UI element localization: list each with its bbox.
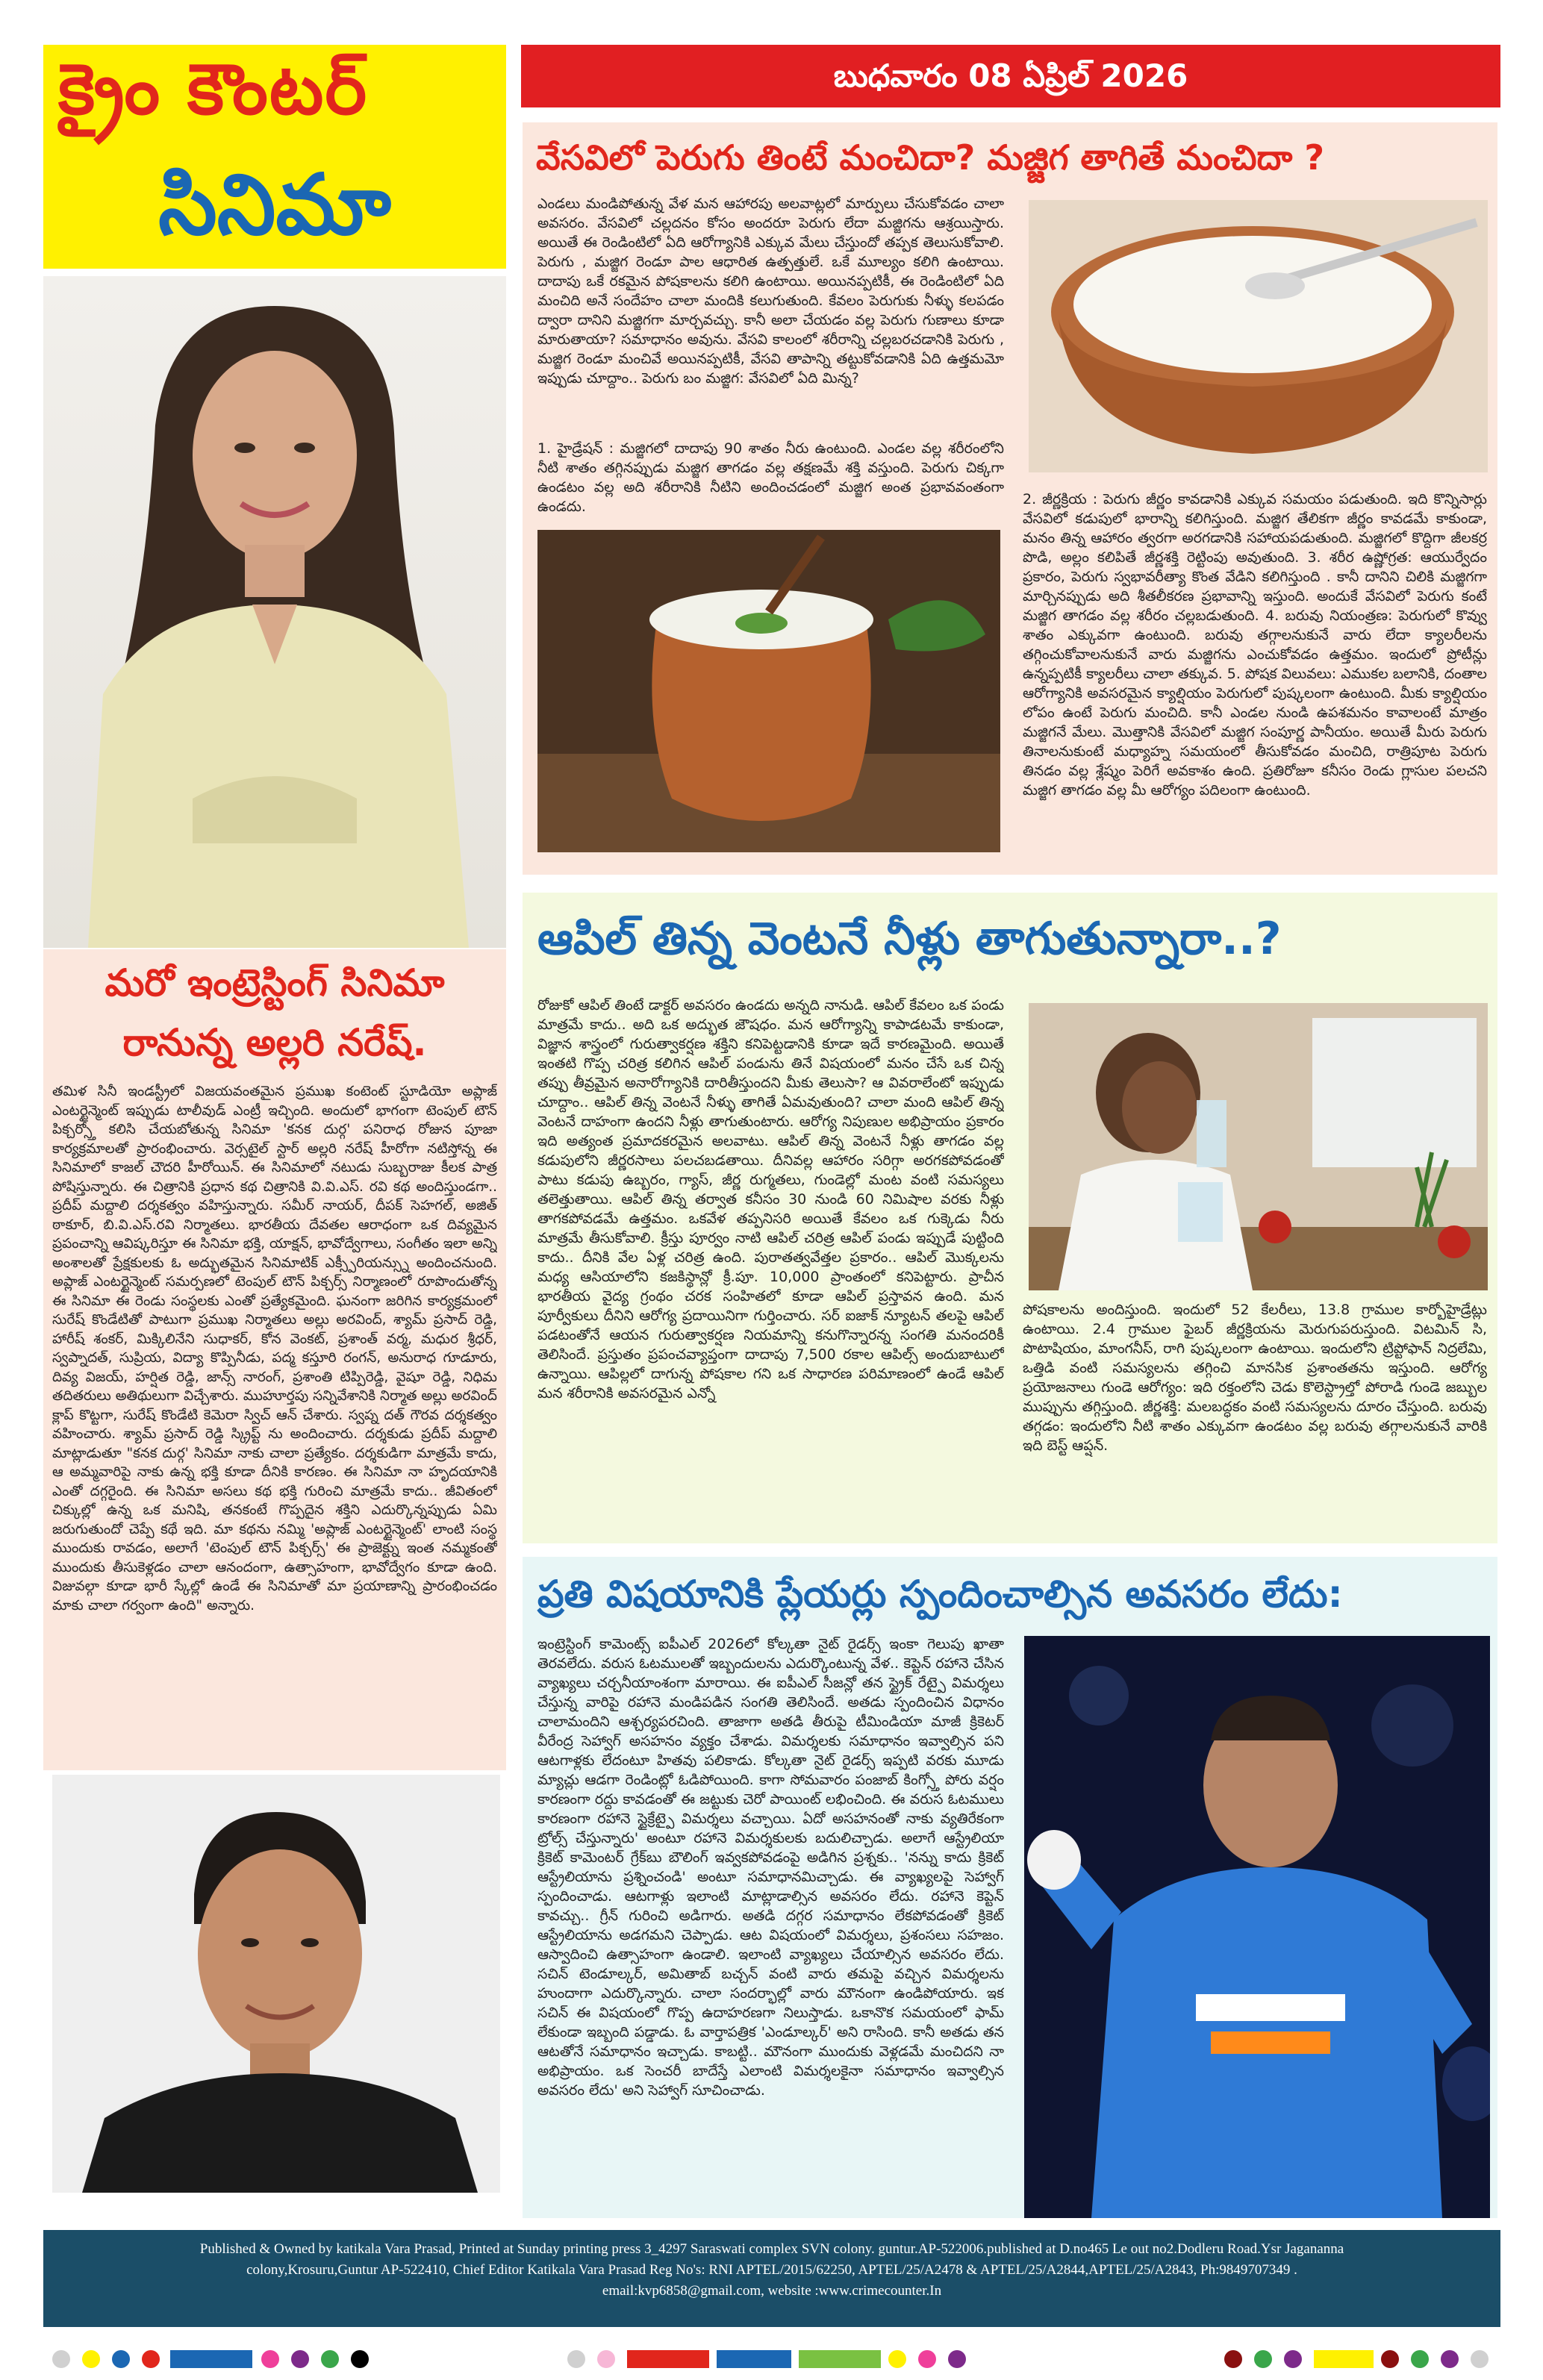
article-sehwag-body: ఇంట్రెస్టింగ్ కామెంట్స్ ఐపీఎల్ 2026లో కోల్కతా నైట్ రైడర్స్ ఇంకా గెలుపు ఖాతా తెరవలేదు. వరుస ఓటములతో ఇబ్బందులను ఎదుర్కొంటున్న వేళ.. కెప్టెన్ రహానె చేసిన వ్యాఖ్యలు చర్చనీయాంశంగా మారాయి. ఈ ఐపీఎల్ సీజన్లో తన స్ట్రైక్ రేట్పై విమర్శలు చేస్తున్న వారిపై రహానె మండిపడిన సంగతి తెలిసిందే. అతడు స్పందించిన విధానం చాలామందిని ఆశ్చర్యపరచింది. తాజాగా అతడి తీరుపై టీమిండియా మాజీ క్రికెటర్ వీరేంద్ర సెహ్వాగ్ అసహనం వ్యక్తం చేశాడు. విమర్శలకు సమాధానం ఇవ్వాల్సిన పని ఆటగాళ్లకు లేదంటూ హితవు పలికాడు. కోల్కతా నైట్ రైడర్స్ ఇప్పటి వరకు మూడు మ్యాచ్లు ఆడగా రెండింట్లో ఓడిపోయింది. కాగా సోమవారం పంజాబ్ కింగ్స్తో పోరు వర్షం కారణంగా రద్దు కావడంతో ఈ జట్టుకు చెరో పాయింట్ లభించింది. ఈ వరుస ఓటములు కారణంగా రహానె స్టైక్రేట్పై విమర్శలు వచ్చాయి. ఏదో అసహనంతో నాకు వ్యతిరేకంగా ట్రోల్స్ చేస్తున్నారు' అంటూ రహానె విమర్శకులకు బదులిచ్చాడు. అలాగే ఆస్ట్రేలియా క్రికెట్ కామెంటర్ గ్రేక్‌బు బౌలింగ్ ఇవ్వకపోవడంపై అడిగిన ప్రశ్నకు.. 'నన్ను కాదు క్రికెట్ ఆస్ట్రేలియాను ప్రశ్నించండి' అంటూ సమాధానమిచ్చాడు. ఈ వ్యాఖ్యలపై సెహ్వాగ్ స్పందించాడు. ఆటగాళ్లు ఇలాంటి మాట్లాడాల్సిన అవసరం లేదు. రహానె కెప్టెన్ కావచ్చు.. గ్రీన్ గురించి అడిగారు. అతడి దగ్గర సమాధానం లేకపోవడంతో క్రికెట్ ఆస్ట్రేలియాను అడగమని చెప్పాడు. ఆట విషయంలో విమర్శలు, ప్రశంసలు సహజం. ఆస్వాదించి ఉత్సాహంగా ఉండాలి. ఇలాంటి వ్యాఖ్యలు చేయాల్సిన అవసరం లేదు. సచిన్ టెండూల్కర్, అమితాబ్ బచ్చన్ వంటి వారు తమపై వచ్చిన విమర్శలను హుందాగా ఎదుర్కొన్నారు. చాలా సందర్భాల్లో వారు మౌనంగా ఉండిపోయారు. ఇక సచిన్ ఈ విషయంలో గొప్ప ఉదాహరణగా నిలుస్తాడు. ఒకానొక సమయంలో ఫామ్ లేకుండా ఇబ్బంది పడ్డాడు. ఓ వార్తాపత్రిక 'ఎండూల్కర్' అని రాసింది. కానీ అతడు తన ఆటతోనే సమాధానం ఇచ్చాడు. కాబట్టి.. మౌనంగా ముందుకు వెళ్లడమే మంచిదని నా అభిప్రాయం. ఒక సెంచరీ బాదేస్తే ఎలాంటి విమర్శలకైనా సమాధానం ఇవ్వాల్సిన అవసరం లేదు' అని సెహ్వాగ్ సూచించాడు. — [537, 1636, 1004, 2099]
article-apple-body: రోజుకో ఆపిల్ తింటే డాక్టర్ అవసరం ఉండదు అన్నది నానుడి. ఆపిల్ కేవలం ఒక పండు మాత్రమే కాదు.. అది ఒక అద్భుత జౌషధం. మన ఆరోగ్యాన్ని కాపాడటమే కాకుండా, విజ్ఞాన శాస్త్రంలో గురుత్వాకర్షణ శక్తిని కనిపెట్టడానికి కూడా ఇదే కారణమైంది. అయితే ఇంతటి గొప్ప చరిత్ర కలిగిన ఆపిల్ పండును తినే విషయంలో మనం చేసే ఒక చిన్న తప్పు తీవ్రమైన అనారోగ్యానికి దారితీస్తుందని మీకు తెలుసా? ఆ వివరాలేంటో ఇప్పుడు చూద్దాం.. ఆపిల్ తిన్న వెంటనే నీళ్ళు తాగితే ఏమవుతుంది? చాలా మంది ఆపిల్ తిన్న వెంటనే దాహంగా ఉందని నీళ్లు తాగుతుంటారు. ఆరోగ్య నిపుణుల అభిప్రాయం ప్రకారం ఇది అత్యంత ప్రమాదకరమైన అలవాటు. ఆపిల్ తిన్న వెంటనే నీళ్లు తాగడం వల్ల కడుపులోని జీర్ణరసాలు పలచబడతాయి. దీనివల్ల ఆహారం సరిగ్గా అరగకపోవడంతో పాటు కడుపు ఉబ్బరం, గ్యాస్, జీర్ణ రుగ్మతలు, గుండెల్లో మంట వంటి సమస్యలు తలెత్తుతాయి. ఆపిల్ తిన్న తర్వాత కనీసం 30 నుండి 60 నిమిషాల వరకు నీళ్లు తాగకపోవడమే ఉత్తమం. ఒకవేళ తప్పనిసరి అయితే కేవలం ఒక గుక్కెడు నీరు మాత్రమే తీసుకోవాలి. క్రీస్తు పూర్వం నాటి ఆపిల్ చరిత్ర ఆపిల్ పండు ఇప్పుడే పుట్టింది కాదు.. దీనికి వేల ఏళ్ల చరిత్ర ఉంది. పురాతత్వవేత్తల ప్రకారం.. ఆపిల్ మొక్కలను మధ్య ఆసియాలోని కజకిస్థాన్లో క్రీ.పూ. 10,000 ప్రాంతంలో కనిపెట్టారు. ప్రాచీన భారతీయ వైద్య గ్రంథం చరక సంహితలో కూడా ఆపిల్ ప్రస్తావన ఉంది. మన పూర్వీకులు దీనిని ఆరోగ్య ప్రదాయినిగా గుర్తించారు. సర్ ఐజాక్ న్యూటన్ తలపై ఆపిల్ పడటంతోనే ఆయన గురుత్వాకర్షణ నియమాన్ని కనుగొన్నారన్న సంగతి మనందరికీ తెలిసిందే. ప్రస్తుతం ప్రపంచవ్యాప్తంగా దాదాపు 7,500 రకాల ఆపిల్స్ అందుబాటులో ఉన్నాయి. ఆపిల్లలో దాగున్న పోషకాల గని ఒక సాధారణ పరిమాణంలో ఉండే ఆపిల్ మన శరీరానికి అవసరమైన ఎన్నో — [537, 997, 1004, 1402]
footer-line-1: Published & Owned by katikala Vara Prasad, Printed at Sunday printing press 3_4297 Saraswati complex SVN colony. guntur.AP-522006.published at D.no465 Le out no2.Dodleru Road.Ysr Jagananna — [199, 2241, 1344, 2257]
woman-drinking-water-photo — [1029, 1003, 1488, 1290]
article-curd-hydration: 1. హైడ్రేషన్ : మజ్జిగలో దాదాపు 90 శాతం నీరు ఉంటుంది. ఎండల వల్ల శరీరంలోని నీటి శాతం తగ్గినప్పుడు మజ్జిగ తాగడం వల్ల తక్షణమే శక్తి వస్తుంది. పెరుగు చిక్కగా ఉండటం వల్ల అది శరీరానికి నీటిని అందించడంలో మజ్జిగ అంత ప్రభావవంతంగా ఉండదు. — [537, 440, 1004, 515]
headline-allari-line2: రానున్న అల్లరి నరేష్. — [122, 1021, 427, 1064]
masthead-title: క్రైం కౌంటర్ — [58, 49, 369, 131]
date-bar: బుధవారం 08 ఏప్రిల్ 2026 — [521, 45, 1500, 107]
headline-apple-water: ఆపిల్ తిన్న వెంటనే నీళ్లు తాగుతున్నారా..? — [537, 913, 1282, 965]
article-curd-intro: ఎండలు మండిపోతున్న వేళ మన ఆహారపు అలవాట్లలో మార్పులు చేసుకోవడం చాలా అవసరం. వేసవిలో చల్లదనం కోసం అందరూ పెరుగు లేదా మజ్జిగను ఆశ్రయిస్తారు. అయితే ఈ రెండింటిలో ఏది ఆరోగ్యానికి ఎక్కువ మేలు చేస్తుందో తప్పక తెలుసుకోవాలి. పెరుగు , మజ్జిగ రెండూ పాల ఆధారిత ఉత్పత్తులే. ఒకే మూల్యం కలిగి ఉంటాయి. దాదాపు ఒకే రకమైన పోషకాలను కలిగి ఉంటాయి. అయినప్పటికీ, ఈ రెండింటిలో ఏది మంచిది అనే సందేహం చాలా మందికి కలుగుతుంది. కేవలం పెరుగుకు నీళ్ళు కలపడం ద్వారా దానిని మజ్జిగగా మార్చవచ్చు. కానీ అలా చేయడం వల్ల పెరుగు గుణాలు కూడా మారుతాయా? సమాధానం అవును. వేసవి కాలంలో శరీరాన్ని చల్లబరచడానికి పెరుగు , మజ్జిగ రెండూ మంచివే అయినప్పటికీ, వేసవి తాపాన్ని తట్టుకోవడానికి ఏది ఉత్తమమో ఇప్పుడు చూద్దాం.. పెరుగు బం మజ్జిగ: వేసవిలో ఏది మిన్న? — [537, 196, 1004, 387]
curd-bowl-photo — [1029, 200, 1488, 472]
actor-photo — [52, 1775, 500, 2193]
masthead-subtitle: సినిమా — [158, 157, 391, 254]
buttermilk-pot-photo — [537, 530, 1000, 852]
footer-line-2: colony,Krosuru,Guntur AP-522410, Chief Editor Katikala Vara Prasad Reg No's: RNI APTEL/2015/62250, APTEL/25/A2478 & APTEL/25/A2844,APTEL/25/A2843, Ph:9849707349 . — [246, 2262, 1297, 2278]
masthead — [43, 45, 506, 269]
footer-line-3: email:kvp6858@gmail.com, website :www.crimecounter.In — [602, 2283, 942, 2299]
sehwag-cricket-photo — [1024, 1636, 1490, 2218]
article-allari-body: తమిళ సినీ ఇండస్ట్రీలో విజయవంతమైన ప్రముఖ కంటెంట్ స్టూడియో అప్లాజ్ ఎంటర్టైన్మెంట్ ఇప్పుడు టాలీవుడ్ ఎంట్రీ ఇచ్చింది. అందులో భాగంగా టెంపుల్ టౌన్ పిక్చర్స్తో కలిసి చేయబోతున్న సినిమా 'కనక దుర్గ' పనిరాధ రోజున పూజా కార్యక్రమాలతో ప్రారంభించారు. వెర్సటైల్ స్టార్ అల్లరి నరేష్ హీరోగా నటిస్తోన్న ఈ సినిమాలో కాజల్ చౌదరి హీరోయిన్. ఈ సినిమాలో నటుడు సుబ్బరాజు కీలక పాత్ర పోషిస్తున్నారు. ఈ చిత్రానికి ప్రధాన కథ చిత్రానికి వి.వి.ఎస్. రవి కథ అందిస్తుండగా.. ప్రదీప్ మద్దాలి దర్శకత్వం వహిస్తున్నారు. సమీర్ నాయర్, దీపక్ సెహగల్, అజిత్ ఠాకూర్, బి.వి.ఎస్.రవి నిర్మాతలు. భారతీయ దేవతల ఆరాధంగా ఒక దివ్యమైన ప్రపంచాన్ని ఆవిష్కరిస్తూ ఈ సినిమా భక్తి, యాక్షన్, భావోద్వేగాలు, సంగీతం ఇలా అన్ని అంశాలతో ప్రేక్షకులకు ఓ అద్భుతమైన సినిమాటిక్ ఎక్స్పీరియన్స్ను అందించనుంది. అప్లాజ్ ఎంటర్టైన్మెంట్ సమర్పణలో టెంపుల్ టౌన్ పిక్చర్స్ నిర్మాణంలో రూపొందుతోన్న ఈ సినిమా ఈ రెండు సంస్థలకు ఎంతో ప్రత్యేకమైంది. ఘనంగా జరిగిన కార్యక్రమంలో సురేష్ కొండేటితో పాటుగా ప్రముఖ నిర్మాతలు అల్లు అరవింద్, శ్యామ్ ప్రసాద్ రెడ్డి, హారీష్ శంకర్, మిక్కిలినేని సుధాకర్, కోన వెంకట్, ప్రశాంత్ వర్మ, మధుర శ్రీధర్, స్వప్నాదత్, సుప్రియ, విద్యా కొప్పినీడు, పద్మ కస్తూరి రంగన్, అనురాధ గూడూరు, దివ్య విజయ్, హర్షిత రెడ్డి, జాన్స్ నారంగ్, ప్రశాంతి టిప్పిరెడ్డి, వైషూ రెడ్డి, నిధిమ తదితరులు అతిథులుగా విచ్చేశారు. ముహూర్తపు సన్నివేశానికి నిర్మాత అల్లు అరవింద్ క్లాప్ కొట్టగా, సురేష్ కొండేటి కెమెరా స్విచ్ ఆన్ చేశారు. స్వప్న దత్ గౌరవ దర్శకత్వం వహించారు. శ్యామ్ ప్రసాద్ రెడ్డి స్క్రిప్ట్ ను అందించారు. దర్శకుడు ప్రదీప్ మద్దాలి మాట్లాడుతూ "కనక దుర్గ' సినిమా నాకు చాలా ప్రత్యేకం. దర్శకుడిగా మాత్రమే కాదు, ఆ అమ్మవారిపై నాకు ఉన్న భక్తి కూడా దీనికి కారణం. ఈ సినిమా నా హృదయానికి ఎంతో దగ్గరైంది. ఈ సినిమా అసలు కథ భక్తి గురించి మాత్రమే కాదు.. జీవితంలో చిక్కుల్లో ఉన్న ఒక మనిషి, తనకంటే గొప్పదైన శక్తిని ఎదుర్కొన్నప్పుడు ఏమి జరుగుతుందో చెప్పే కథే ఇది. మా కథను నమ్మి 'అప్లాజ్ ఎంటర్టైన్మెంట్' లాంటి సంస్థ ముందుకు రావడం, అలాగే 'టెంపుల్ టౌన్ పిక్చర్స్' ఈ ప్రాజెక్ట్ను ఇంత నమ్మకంతో ముందుకు తీసుకెళ్లడం చాలా ఆనందంగా, ఉత్సాహంగా, భావోద్వేగం కూడా ఉంది. విజువల్గా కూడా భారీ స్కేల్లో ఉండే ఈ సినిమాతో మా ప్రయాణాన్ని ప్రారంభించడం మాకు చాలా గర్వంగా ఉంది" అన్నారు. — [52, 1084, 497, 1614]
article-curd-points: 2. జీర్ణక్రియ : పెరుగు జీర్ణం కావడానికి ఎక్కువ సమయం పడుతుంది. ఇది కొన్నిసార్లు వేసవిలో కడుపులో భారాన్ని కలిగిస్తుంది. మజ్జిగ తేలికగా జీర్ణం కావడమే కాకుండా, మనం తిన్న ఆహారం త్వరగా అరగడానికి సహాయపడుతుంది. మజ్జిగలో కొద్దిగా జీలకర్ర పొడి, అల్లం కలిపితే జీర్ణశక్తి రెట్టింపు అవుతుంది. 3. శరీర ఉష్ణోగ్రత: ఆయుర్వేదం ప్రకారం, పెరుగు స్వభావరీత్యా కొంత వేడిని కలిగిస్తుంది . కానీ దానిని చిలికి మజ్జిగగా మార్చినప్పుడు అది శీతలీకరణ ప్రభావాన్ని ఇస్తుంది. అందుకే వేసవిలో పెరుగు కంటే మజ్జిగ తాగడం వల్ల శరీరం చల్లబడుతుంది. 4. బరువు నియంత్రణ: పెరుగులో కొవ్వు శాతం ఎక్కువగా ఉంటుంది. బరువు తగ్గాలనుకునే వారు లేదా క్యాలరీలను తగ్గించుకోవాలనుకునే వారు మజ్జిగను ఎంచుకోవడం ఉత్తమం. ఇందులో ప్రోటీన్లు ఉన్నప్పటికీ క్యాలరీలు చాలా తక్కువ. 5. పోషక విలువలు: ఎముకల బలానికి, దంతాల ఆరోగ్యానికి అవసరమైన క్యాల్షియం పెరుగులో పుష్కలంగా ఉంటుంది. మీకు క్యాల్షియం లోపం ఉంటే పెరుగు మంచిది. కానీ ఎండల నుండి ఉపశమనం కావాలంటే మాత్రం మజ్జిగనే మేలు. మొత్తానికి వేసవిలో మజ్జిగ సంపూర్ణ పానీయం. అయితే మీరు పెరుగు తినాలనుకుంటే మధ్యాహ్న సమయంలో తీసుకోవడం మంచిది, రాత్రిపూట పెరుగు తినడం వల్ల శ్లేష్మం పెరిగే అవకాశం ఉంది. ప్రతిరోజూ కనీసం రెండు గ్లాసుల పలచని మజ్జిగ తాగడం వల్ల మీ ఆరోగ్యం పదిలంగా ఉంటుంది. — [1023, 491, 1487, 799]
article-apple-nutrition: పోషకాలను అందిస్తుంది. ఇందులో 52 కేలరీలు, 13.8 గ్రాముల కార్బోహైడ్రేట్లు ఉంటాయి. 2.4 గ్రాముల ఫైబర్ జీర్ణక్రియను మెరుగుపరుస్తుంది. విటమిన్ సి, పొటాషియం, మాంగనీస్, రాగి పుష్కలంగా ఉంటాయి. ఇందులోని ట్రిప్టోఫాన్ నిద్రలేమి, ఒత్తిడి వంటి సమస్యలను తగ్గించి మానసిక ప్రశాంతతను ఇస్తుంది. ఆరోగ్య ప్రయోజనాలు గుండె ఆరోగ్యం: ఇది రక్తంలోని చెడు కొలెస్ట్రాల్తో పోరాడి గుండె జబ్బుల ముప్పును తగ్గిస్తుంది. జీర్ణశక్తి: మలబద్ధకం వంటి సమస్యలను దూరం చేస్తుంది. బరువు తగ్గడం: ఇందులోని నీటి శాతం ఎక్కువగా ఉండటం వల్ల బరువు తగ్గాలనుకునే వారికి ఇది బెస్ట్ ఆప్షన్. — [1023, 1302, 1487, 1454]
footer-imprint — [43, 2230, 1500, 2327]
headline-allari-line1: మరో ఇంట్రెస్టింగ్ సినిమా — [105, 961, 445, 1005]
headline-sehwag: ప్రతి విషయానికి ప్లేయర్లు స్పందించాల్సిన అవసరం లేదు: — [537, 1572, 1343, 1616]
headline-curd-buttermilk: వేసవిలో పెరుగు తింటే మంచిదా? మజ్జిగ తాగితే మంచిదా ? — [536, 137, 1325, 178]
actress-photo — [43, 276, 506, 948]
